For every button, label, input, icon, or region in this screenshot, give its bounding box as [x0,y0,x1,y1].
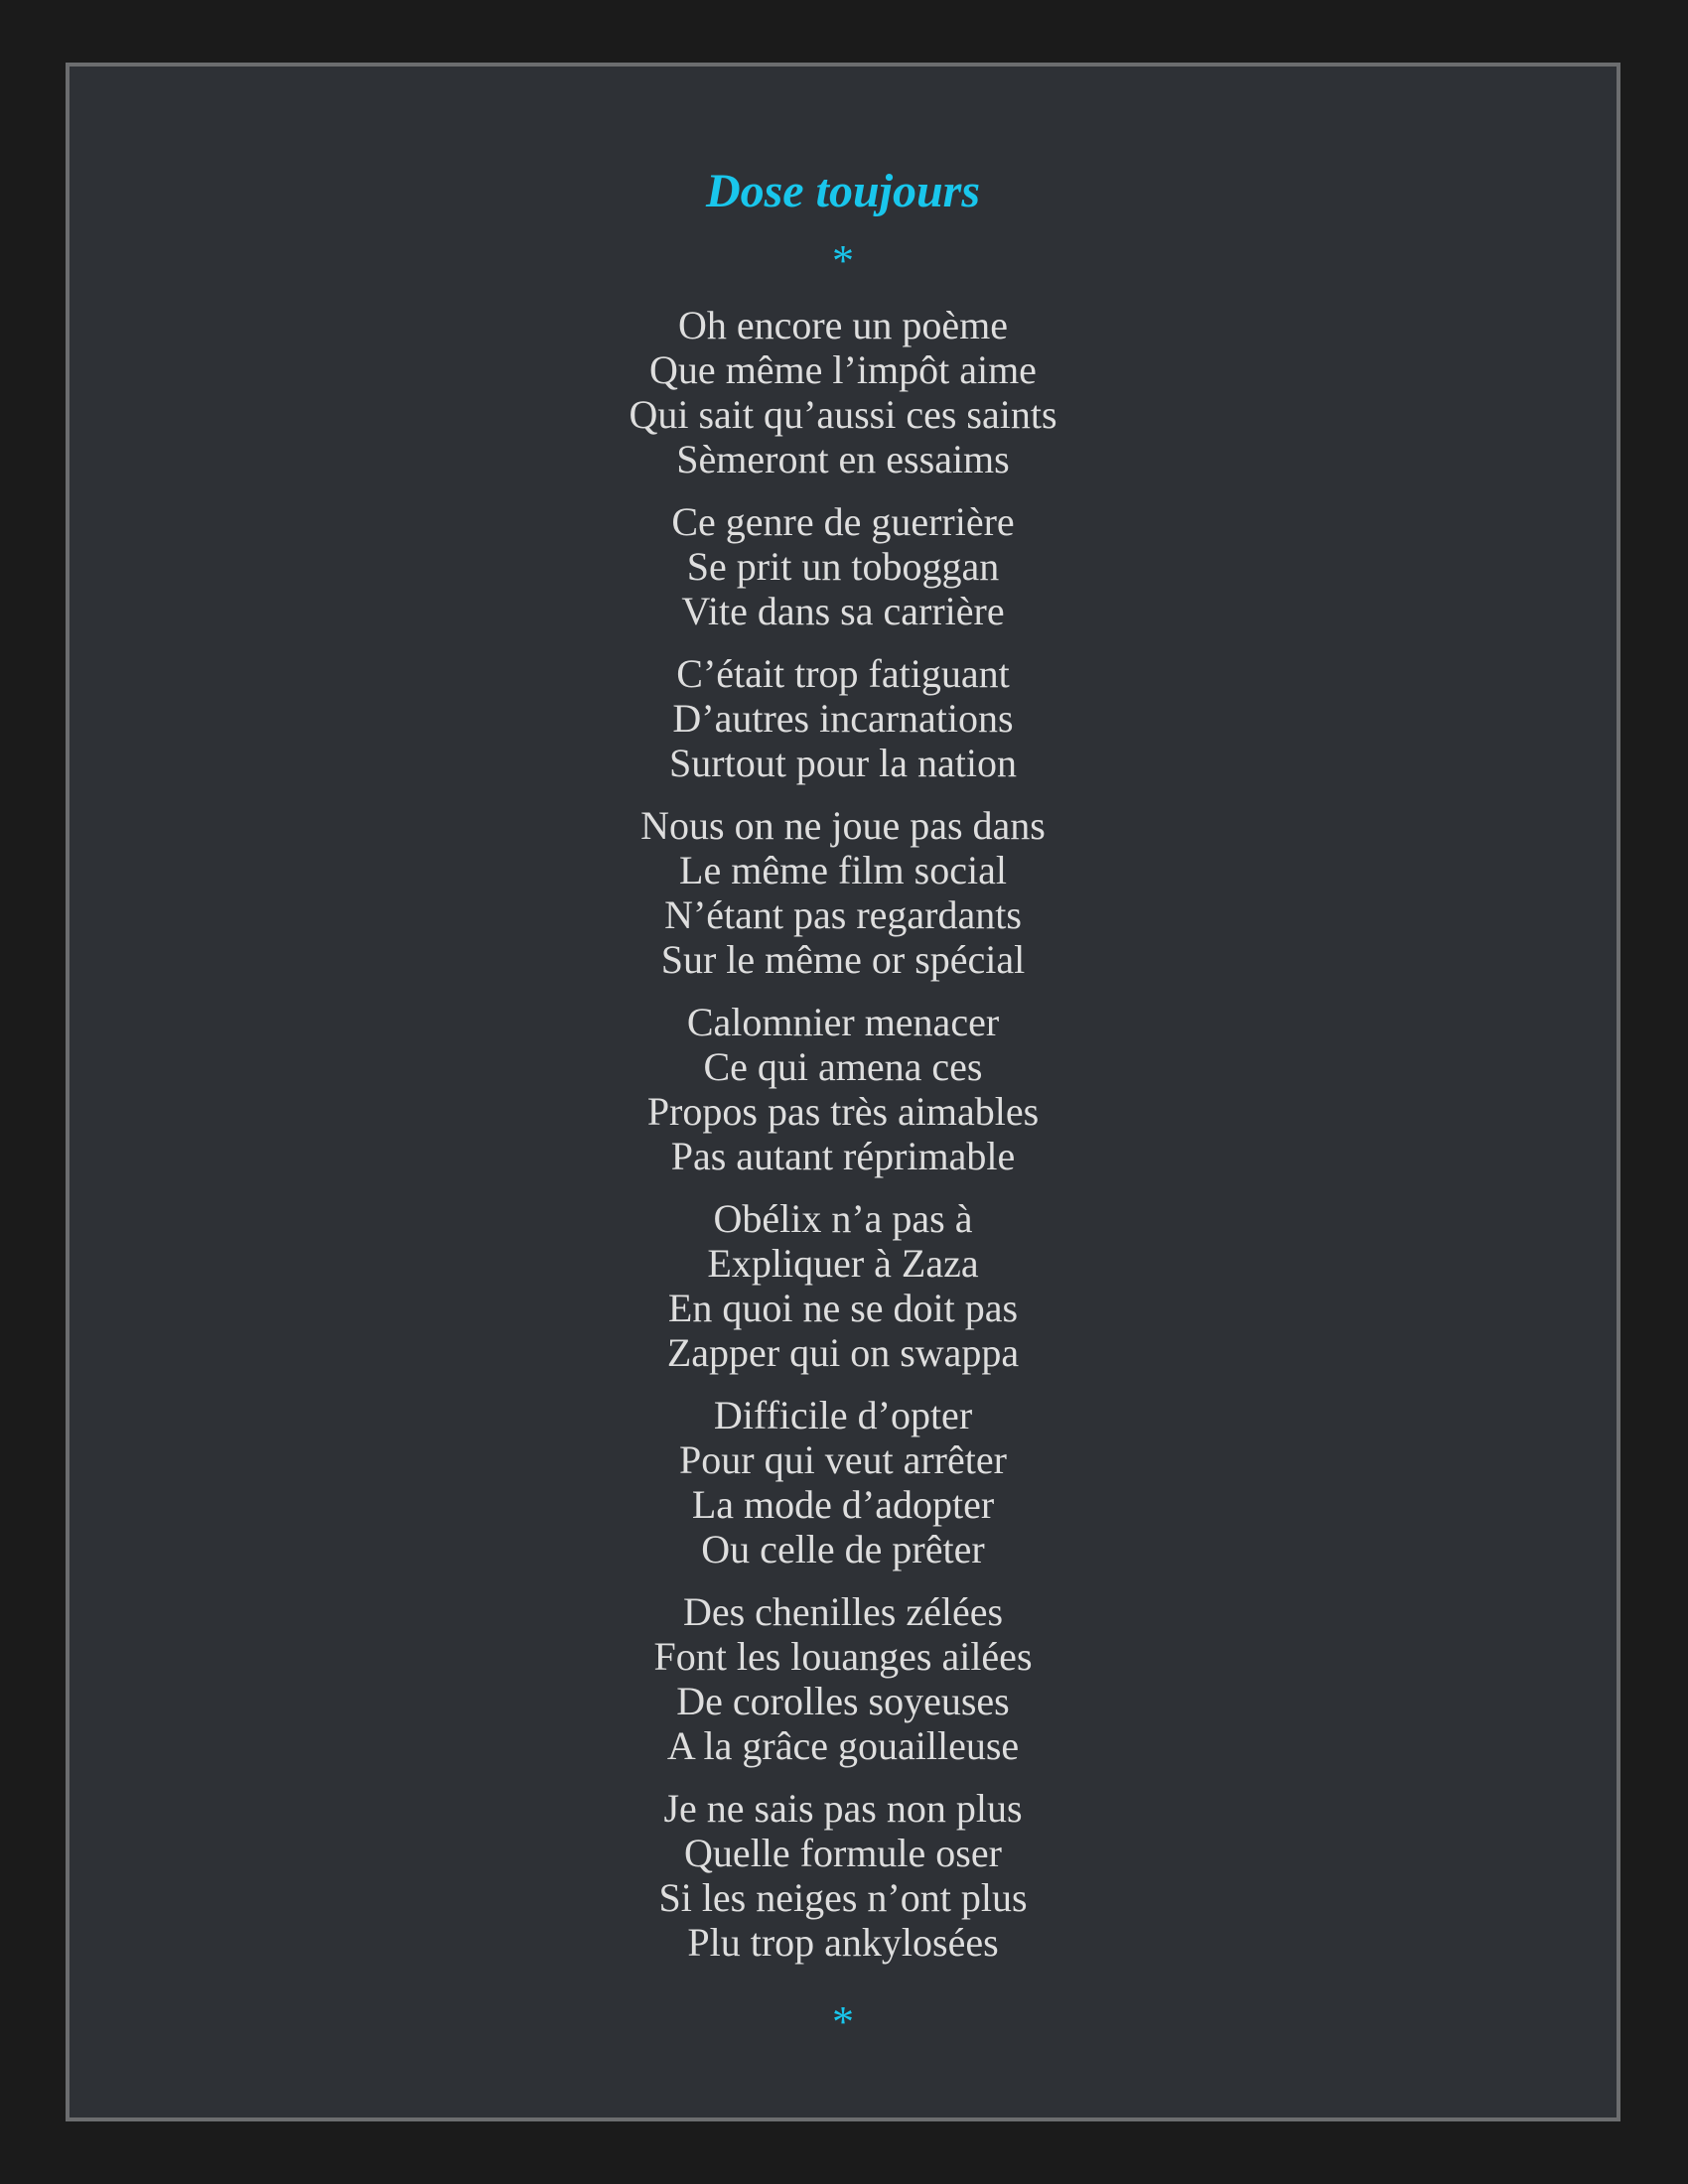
verse-line: Vite dans sa carrière [681,589,1005,633]
stanza [70,1000,1617,1178]
verse-line: Font les louanges ailées [653,1634,1033,1679]
verse-line: A la grâce gouailleuse [666,1723,1020,1768]
stanza [70,499,1617,633]
verse-line: Qui sait qu’aussi ces saints [629,392,1057,437]
stanza [70,651,1617,785]
verse-line: Surtout pour la nation [669,741,1017,785]
verse-line: De corolles soyeuses [676,1679,1010,1723]
verse-line: Sèmeront en essaims [676,437,1010,481]
verse-line: Calomnier menacer [686,1000,1000,1044]
verse-line: N’étant pas regardants [664,892,1022,937]
verse-line: Nous on ne joue pas dans [640,803,1046,848]
verse-line: Pour qui veut arrêter [679,1437,1007,1482]
verse-line: Quelle formule oser [684,1831,1002,1875]
stanza [70,1786,1617,1965]
verse-line: Ce qui amena ces [703,1044,983,1089]
page-frame [66,63,1620,2121]
verse-line: Oh encore un poème [677,303,1009,347]
stanza [70,1196,1617,1375]
verse-line: Que même l’impôt aime [649,347,1037,392]
verse-line: C’était trop fatiguant [676,651,1010,696]
verse-line: Propos pas très aimables [646,1089,1040,1134]
verse-line: En quoi ne se doit pas [667,1286,1019,1330]
verse-line: Difficile d’opter [713,1393,973,1437]
verse-line: D’autres incarnations [672,696,1014,741]
verse-line: Je ne sais pas non plus [663,1786,1023,1831]
poem-title: Dose toujours [705,165,981,217]
separator-top: * [832,236,854,285]
verse-line: Des chenilles zélées [682,1589,1004,1634]
separator-bottom: * [832,1997,854,2046]
verse-line: Obélix n’a pas à [713,1196,973,1241]
poem [70,162,1617,2046]
verse-line: Zapper qui on swappa [666,1330,1020,1375]
verse-line: Se prit un toboggan [686,544,1000,589]
verse-line: Expliquer à Zaza [707,1241,979,1286]
stanza [70,803,1617,982]
verse-line: Si les neiges n’ont plus [658,1875,1028,1920]
verse-line: Ce genre de guerrière [671,499,1015,544]
stanza [70,303,1617,481]
verse-line: Pas autant réprimable [670,1134,1016,1178]
verse-line: Plu trop ankylosées [687,1920,999,1965]
verse-line: Le même film social [679,848,1007,892]
verse-line: Ou celle de prêter [701,1527,985,1571]
stanza [70,1393,1617,1571]
verse-line: La mode d’adopter [691,1482,995,1527]
verse-line: Sur le même or spécial [660,937,1026,982]
stanza [70,1589,1617,1768]
